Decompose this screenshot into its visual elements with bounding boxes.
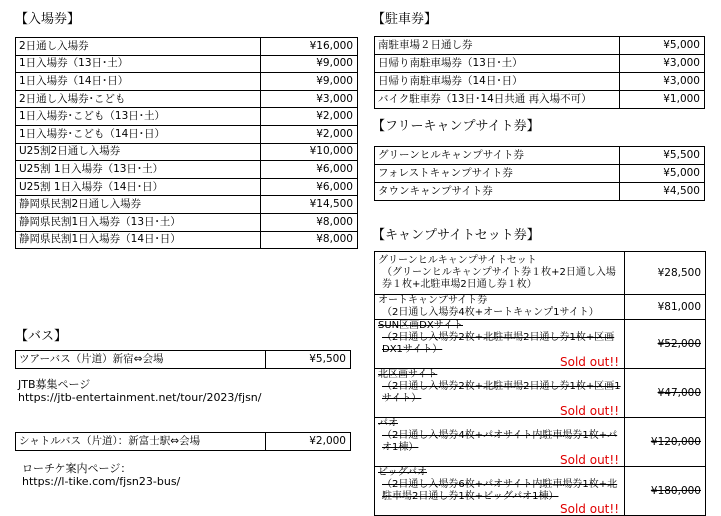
set-detail: （2日通し入場券4枚+オートキャンプ1サイト）: [382, 307, 599, 318]
set-detail: （2日通し入場券2枚+北駐車場2日通し券1枚+区画1サイト）: [382, 381, 621, 404]
ticket-name: シャトルバス（片道）：新富士駅⇔会場: [16, 433, 266, 451]
table-row: [16, 433, 351, 451]
ticket-name: U25割2日通し入場券: [16, 143, 261, 161]
ticket-name: 静岡県民割1日入場券（14日･日）: [16, 231, 261, 249]
ticket-name: [375, 467, 625, 516]
ticket-name: 1日入場券（13日･土）: [16, 55, 261, 73]
table-row: [16, 178, 358, 196]
ticket-name: 1日入場券･こども（14日･日）: [16, 125, 261, 143]
ticket-price: ¥10,000: [261, 143, 358, 161]
table-row: [16, 90, 358, 108]
ticket-name: 1日入場券（14日･日）: [16, 73, 261, 91]
table-row: [16, 231, 358, 249]
ticket-price: ¥52,000: [625, 320, 706, 369]
tour-bus-table: [15, 350, 351, 369]
ticket-price: ¥47,000: [625, 369, 706, 418]
ticket-price: ¥5,500: [620, 147, 705, 165]
lawson-label: ローチケ案内ページ：: [22, 462, 132, 475]
set-detail: （2日通し入場券4枚+パオサイト内駐車場券1枚+パオ1棟）: [382, 430, 618, 453]
set-title: 北区画サイト: [378, 369, 438, 380]
table-row: [16, 38, 358, 56]
set-title: ビッグパオ: [378, 467, 427, 478]
set-title: グリーンヒルキャンプサイトセット: [378, 255, 537, 266]
table-row: [375, 320, 706, 369]
ticket-price: ¥5,000: [620, 165, 705, 183]
set-detail: （2日通し入場券6枚+パオサイト内駐車場券1枚+北駐車場2日通し券1枚+ビッグパオ1棟）: [382, 479, 618, 502]
ticket-price: ¥3,000: [620, 73, 705, 91]
set-title: パオ: [378, 418, 398, 429]
ticket-name: 2日通し入場券･こども: [16, 90, 261, 108]
table-row: [375, 165, 705, 183]
table-row: [375, 147, 705, 165]
ticket-price: ¥120,000: [625, 418, 706, 467]
ticket-price: ¥81,000: [625, 295, 706, 320]
ticket-price: ¥9,000: [261, 73, 358, 91]
ticket-name: フォレストキャンプサイト券: [375, 165, 620, 183]
ticket-price: ¥5,500: [266, 351, 351, 369]
table-row: [16, 108, 358, 126]
ticket-price: ¥8,000: [261, 231, 358, 249]
ticket-price: ¥2,000: [261, 125, 358, 143]
ticket-price: ¥3,000: [261, 90, 358, 108]
set-detail: （2日通し入場券2枚+北駐車場2日通し券1枚+区画DX1サイト）: [382, 332, 615, 355]
table-row: [16, 55, 358, 73]
ticket-name: [375, 295, 625, 320]
lawson-link[interactable]: https://l-tike.com/fjsn23-bus/: [22, 475, 181, 488]
table-row: [16, 125, 358, 143]
ticket-price: ¥5,000: [620, 37, 705, 55]
parking-ticket-table: [374, 36, 705, 109]
ticket-price: ¥14,500: [261, 196, 358, 214]
jtb-link[interactable]: https://jtb-entertainment.net/tour/2023/fjsn/: [18, 391, 262, 404]
table-row: [16, 196, 358, 214]
ticket-name: 1日入場券･こども（13日･土）: [16, 108, 261, 126]
shuttle-bus-table: [15, 432, 351, 451]
entry-ticket-table: [15, 37, 358, 249]
sold-out-label: Sold out!!: [560, 404, 619, 418]
camp-set-ticket-table: [374, 251, 706, 516]
ticket-price: ¥180,000: [625, 467, 706, 516]
ticket-name: [375, 320, 625, 369]
table-row: [16, 351, 351, 369]
ticket-price: ¥6,000: [261, 178, 358, 196]
set-detail: （グリーンヒルキャンプサイト券１枚+2日通し入場券１枚+北駐車場2日通し券１枚）: [382, 267, 616, 290]
table-row: [375, 37, 705, 55]
ticket-price: ¥2,000: [266, 433, 351, 451]
ticket-price: ¥8,000: [261, 213, 358, 231]
table-row: [375, 369, 706, 418]
sold-out-label: Sold out!!: [560, 502, 619, 516]
ticket-name: グリーンヒルキャンプサイト券: [375, 147, 620, 165]
ticket-name: U25割 1日入場券（13日･土）: [16, 161, 261, 179]
ticket-name: U25割 1日入場券（14日･日）: [16, 178, 261, 196]
table-row: [375, 467, 706, 516]
ticket-price: ¥3,000: [620, 55, 705, 73]
sold-out-label: Sold out!!: [560, 355, 619, 369]
camp-set-heading: 【キャンプサイトセット券】: [372, 228, 540, 243]
ticket-name: [375, 369, 625, 418]
ticket-price: ¥1,000: [620, 91, 705, 109]
parking-heading: 【駐車券】: [372, 12, 438, 27]
ticket-name: ツアーバス（片道）新宿⇔会場: [16, 351, 266, 369]
sold-out-label: Sold out!!: [560, 453, 619, 467]
ticket-price: ¥9,000: [261, 55, 358, 73]
ticket-price: ¥28,500: [625, 252, 706, 295]
free-camp-heading: 【フリーキャンプサイト券】: [372, 119, 540, 134]
table-row: [16, 143, 358, 161]
free-camp-ticket-table: [374, 146, 705, 201]
table-row: [375, 91, 705, 109]
ticket-name: バイク駐車券（13日･14日共通 再入場不可）: [375, 91, 620, 109]
ticket-price: ¥4,500: [620, 183, 705, 201]
table-row: [16, 213, 358, 231]
ticket-name: 静岡県民割2日通し入場券: [16, 196, 261, 214]
table-row: [16, 161, 358, 179]
ticket-name: [375, 252, 625, 295]
table-row: [375, 418, 706, 467]
table-row: [375, 73, 705, 91]
ticket-name: タウンキャンプサイト券: [375, 183, 620, 201]
jtb-label: JTB募集ページ: [18, 378, 91, 391]
table-row: [375, 295, 706, 320]
table-row: [375, 183, 705, 201]
ticket-price: ¥16,000: [261, 38, 358, 56]
ticket-name: 日帰り南駐車場券（14日･日）: [375, 73, 620, 91]
ticket-price: ¥6,000: [261, 161, 358, 179]
ticket-name: 2日通し入場券: [16, 38, 261, 56]
ticket-name: 南駐車場２日通し券: [375, 37, 620, 55]
table-row: [375, 252, 706, 295]
ticket-name: 静岡県民割1日入場券（13日･土）: [16, 213, 261, 231]
bus-heading: 【バス】: [15, 329, 68, 344]
ticket-name: 日帰り南駐車場券（13日･土）: [375, 55, 620, 73]
table-row: [16, 73, 358, 91]
ticket-price: ¥2,000: [261, 108, 358, 126]
set-title: オートキャンプサイト券: [378, 295, 488, 306]
set-title: SUN区画DXサイト: [378, 320, 463, 331]
ticket-name: [375, 418, 625, 467]
table-row: [375, 55, 705, 73]
entry-heading: 【入場券】: [15, 12, 81, 27]
